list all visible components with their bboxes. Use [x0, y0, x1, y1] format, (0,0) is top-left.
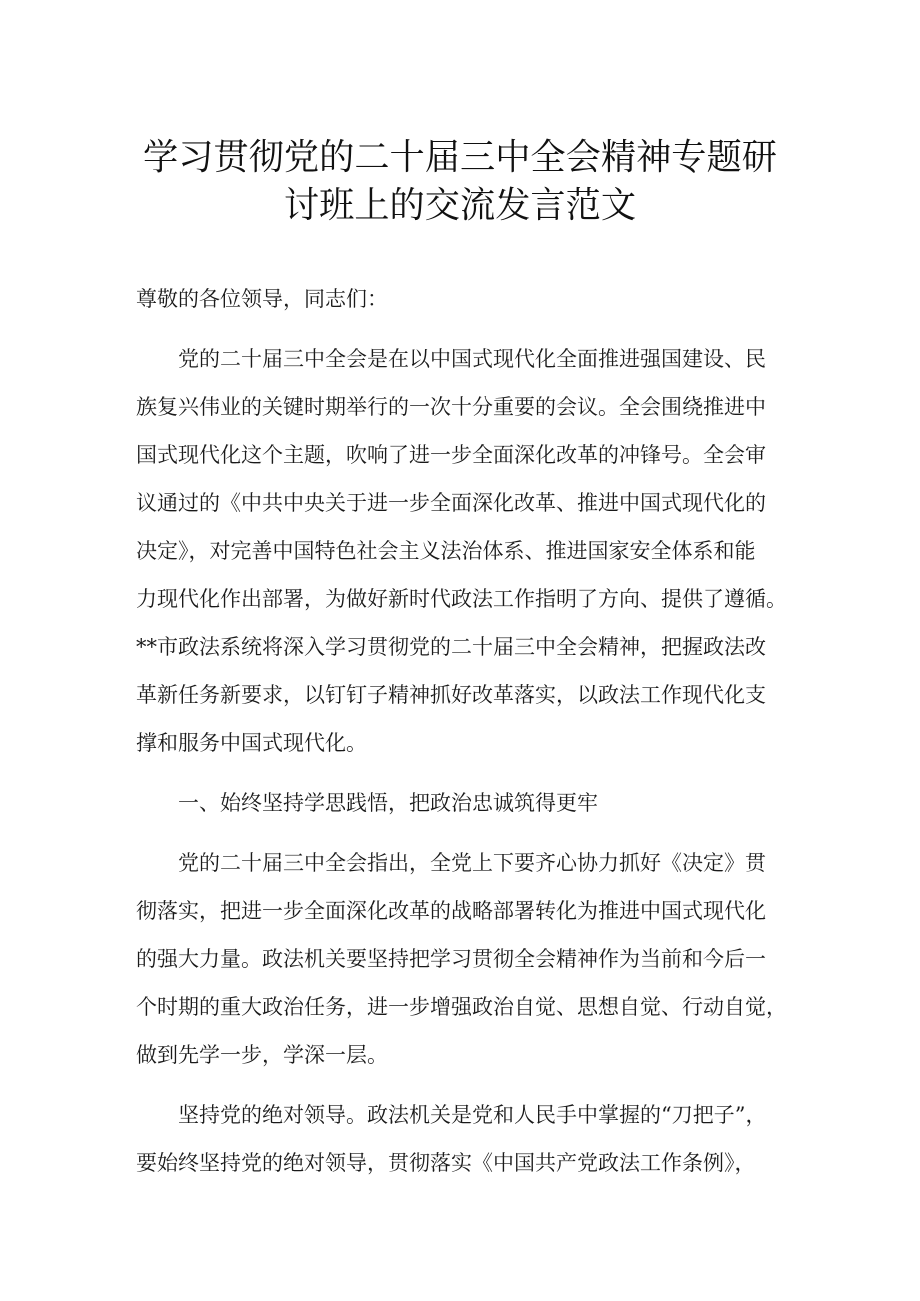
paragraph-2-line: 个时期的重大政治任务，进一步增强政治自觉、思想自觉、行动自觉， [136, 995, 787, 1019]
paragraph-1-line: 议通过的《中共中央关于进一步全面深化改革、推进中国式现代化的 [136, 491, 766, 515]
salutation: 尊敬的各位领导，同志们： [136, 287, 388, 311]
document-title-line-1: 学习贯彻党的二十届三中全会精神专题研 [143, 137, 777, 178]
paragraph-1-line: 革新任务新要求，以钉钉子精神抓好改革落实，以政法工作现代化支 [136, 683, 766, 707]
paragraph-1-line: 国式现代化这个主题，吹响了进一步全面深化改革的冲锋号。全会审 [136, 443, 766, 467]
paragraph-1-line: 族复兴伟业的关键时期举行的一次十分重要的会议。全会围绕推进中 [136, 395, 766, 419]
paragraph-1-line: **市政法系统将深入学习贯彻党的二十届三中全会精神，把握政法改 [136, 635, 766, 659]
section-heading-1: 一、始终坚持学思践悟，把政治忠诚筑得更牢 [178, 791, 598, 815]
paragraph-1-line: 撑和服务中国式现代化。 [136, 731, 367, 755]
paragraph-2-line: 彻落实，把进一步全面深化改革的战略部署转化为推进中国式现代化 [136, 899, 766, 923]
paragraph-3-line: 坚持党的绝对领导。政法机关是党和人民手中掌握的“刀把子”， [178, 1103, 767, 1127]
paragraph-2-line: 党的二十届三中全会指出，全党上下要齐心协力抓好《决定》贯 [178, 851, 766, 875]
paragraph-1-line: 力现代化作出部署，为做好新时代政法工作指明了方向、提供了遵循。 [136, 587, 787, 611]
paragraph-2-line: 做到先学一步，学深一层。 [136, 1043, 388, 1067]
paragraph-1-line: 党的二十届三中全会是在以中国式现代化全面推进强国建设、民 [178, 347, 766, 371]
paragraph-3-line: 要始终坚持党的绝对领导，贯彻落实《中国共产党政法工作条例》， [136, 1151, 756, 1175]
paragraph-1-line: 决定》，对完善中国特色社会主义法治体系、推进国家安全体系和能 [136, 539, 756, 563]
document-title-line-2: 讨班上的交流发言范文 [283, 185, 637, 226]
paragraph-2-line: 的强大力量。政法机关要坚持把学习贯彻全会精神作为当前和今后一 [136, 947, 766, 971]
